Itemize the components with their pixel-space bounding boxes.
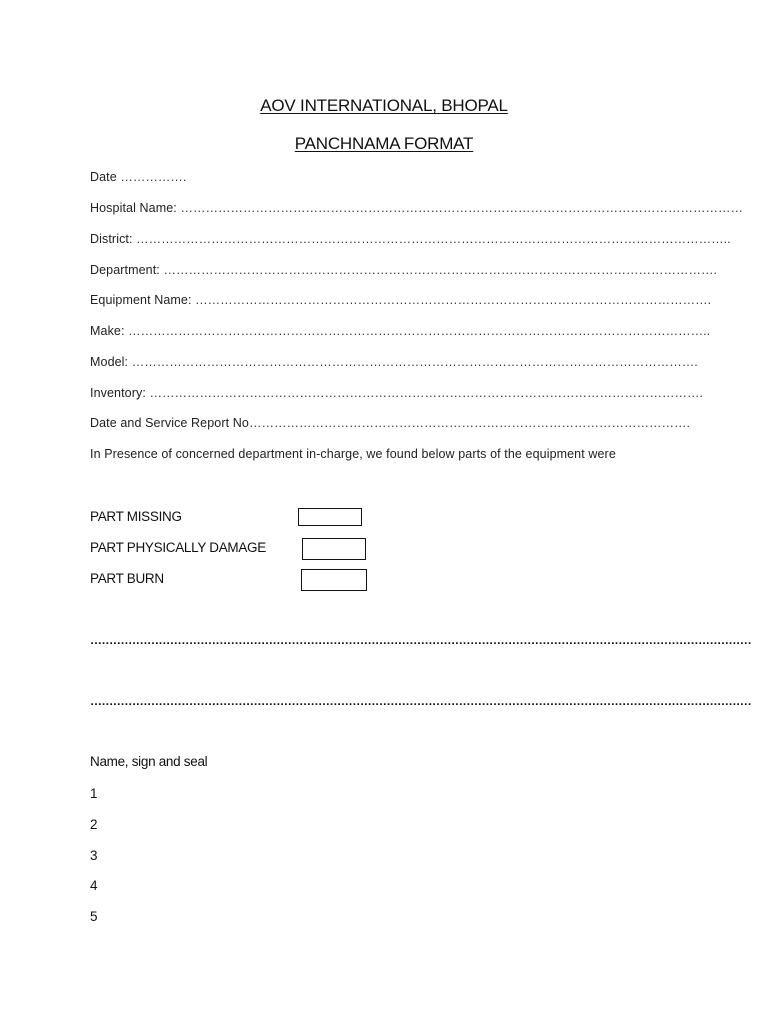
district-label: District: [90,232,137,246]
signature-number-2: 2 [90,817,98,832]
part-missing-label: PART MISSING [90,509,182,524]
hospital-name-label: Hospital Name: [90,201,181,215]
hospital-name-blank: ……………………………………………………………………………………………………………………… [180,201,743,215]
district-field[interactable] [90,232,731,246]
remarks-line-1[interactable]: ………………………………………………………………………………………………………………………………………………………… [90,633,752,647]
part-damage-checkbox[interactable] [302,538,366,560]
part-burn-checkbox[interactable] [301,569,367,591]
department-field[interactable] [90,263,717,277]
model-label: Model: [90,355,132,369]
date-blank: ……………. [120,170,187,184]
department-label: Department: [90,263,164,277]
signature-section-title: Name, sign and seal [90,754,208,769]
part-missing-checkbox[interactable] [298,508,362,526]
service-report-label: Date and Service Report No [90,416,249,430]
service-report-field[interactable] [90,416,690,430]
signature-number-5: 5 [90,909,98,924]
department-blank: ……………………………………………………………………………………………………………………. [163,263,717,277]
signature-number-1: 1 [90,786,98,801]
make-blank: ………………………………………………………………………………………………………………………….. [128,324,711,338]
district-blank: …………………………………………………………………………………………………………………………….. [136,232,731,246]
make-label: Make: [90,324,129,338]
part-burn-label: PART BURN [90,571,164,586]
part-damage-label: PART PHYSICALLY DAMAGE [90,540,266,555]
form-title: PANCHNAMA FORMAT [294,134,474,153]
signature-number-3: 3 [90,848,98,863]
signature-number-4: 4 [90,878,98,893]
inventory-field[interactable] [90,386,703,400]
presence-statement: In Presence of concerned department in-charge, we found below parts of the equipment were [90,447,616,461]
model-field[interactable] [90,355,698,369]
inventory-label: Inventory: [90,386,150,400]
equipment-name-field[interactable] [90,293,712,307]
service-report-blank: ……………………………………………………………………………………………. [248,416,690,430]
date-label: Date [90,170,121,184]
equipment-name-label: Equipment Name: [90,293,196,307]
hospital-name-field[interactable] [90,201,743,215]
remarks-line-2[interactable]: ………………………………………………………………………………………………………………………………………………………… [90,694,752,708]
equipment-name-blank: ……………………………………………………………………………………………………………. [195,293,712,307]
inventory-blank: ……………………………………………………………………………………………………………………. [149,386,703,400]
company-title: AOV INTERNATIONAL, BHOPAL [260,96,508,115]
model-blank: ………………………………………………………………………………………………………………………. [131,355,698,369]
make-field[interactable] [90,324,711,338]
date-field[interactable] [90,170,186,184]
